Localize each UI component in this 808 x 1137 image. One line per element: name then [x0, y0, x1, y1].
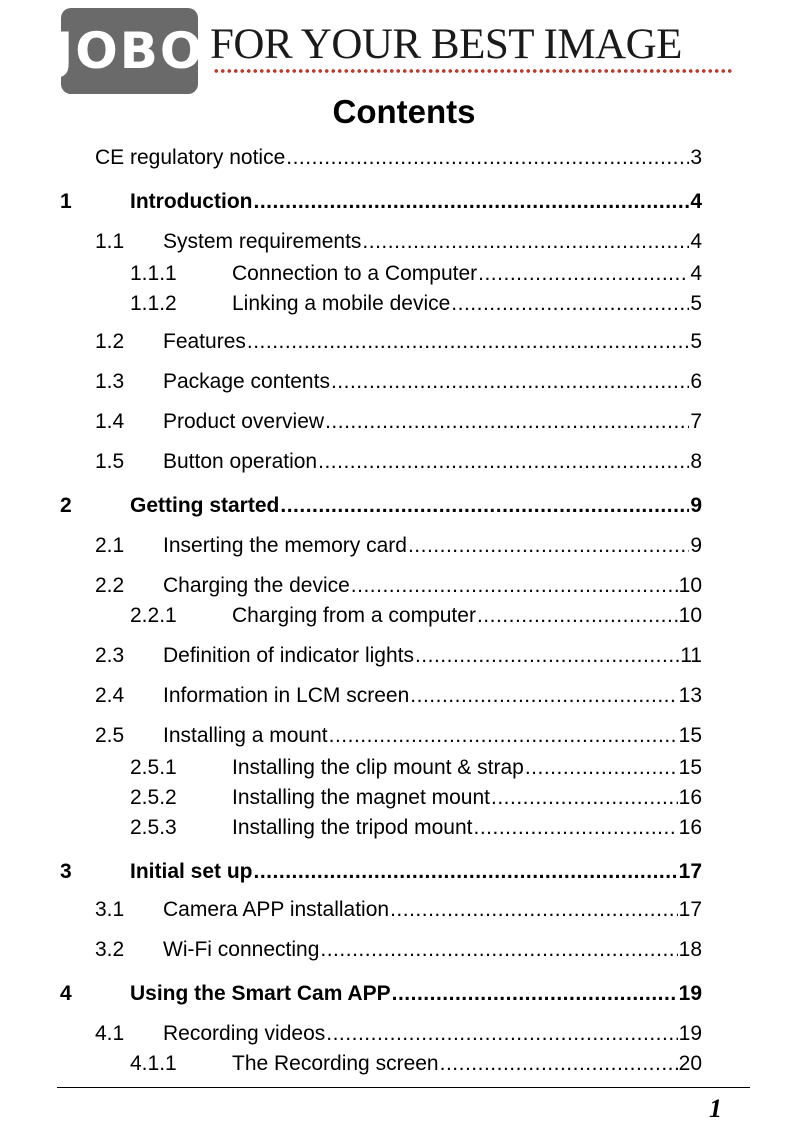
toc-entry-number: 1.4: [95, 410, 125, 433]
toc-entry-label: The Recording screen: [232, 1052, 439, 1075]
toc-entry-number: 1: [60, 190, 72, 213]
toc-entry[interactable]: [130, 262, 702, 286]
toc-entry-label: Inserting the memory card: [163, 534, 407, 557]
toc-dot-leader: [329, 724, 678, 748]
toc-entry-page: 8: [690, 450, 702, 473]
toc-entry[interactable]: [95, 410, 702, 434]
toc-entry-page: 17: [678, 898, 702, 921]
toc-entry-label: Installing a mount: [163, 724, 328, 747]
toc-entry-label: Installing the magnet mount: [232, 786, 490, 809]
toc-entry-label: Product overview: [163, 410, 325, 433]
toc-entry[interactable]: [60, 190, 702, 214]
toc-entry-number: 2.4: [95, 684, 125, 707]
toc-entry-page: 4: [690, 262, 702, 285]
toc-entry-number: 2.3: [95, 644, 125, 667]
toc-entry-label: Installing the clip mount & strap: [232, 756, 524, 779]
toc-entry-label: Recording videos: [163, 1022, 326, 1045]
toc-entry[interactable]: [130, 1052, 702, 1076]
toc-entry-page: 16: [678, 786, 702, 809]
toc-entry-number: 4.1: [95, 1022, 125, 1045]
logo-text: JOBO: [54, 22, 205, 80]
toc-entry-page: 18: [678, 938, 702, 961]
toc-dot-leader: [362, 230, 689, 254]
toc-entry-number: 1.3: [95, 370, 125, 393]
toc-entry-page: 10: [678, 574, 702, 597]
toc-entry[interactable]: [95, 644, 702, 668]
toc-entry-label: System requirements: [163, 230, 362, 253]
toc-entry[interactable]: [130, 292, 702, 316]
toc-dot-leader: [254, 860, 678, 884]
toc-dot-leader: [478, 262, 689, 286]
toc-dot-leader: [280, 494, 689, 518]
toc-dot-leader: [247, 330, 689, 354]
toc-entry-label: Package contents: [163, 370, 330, 393]
toc-entry[interactable]: [95, 938, 702, 962]
toc-entry-label: Connection to a Computer: [232, 262, 478, 285]
toc-entry[interactable]: [95, 1022, 702, 1046]
toc-dot-leader: [326, 1022, 677, 1046]
toc-entry-number: 2.5: [95, 724, 125, 747]
toc-dot-leader: [410, 684, 677, 708]
toc-entry-page: 3: [690, 146, 702, 169]
toc-dot-leader: [253, 190, 689, 214]
toc-dot-leader: [408, 534, 689, 558]
toc-entry-number: 2.5.2: [130, 786, 177, 809]
toc-entry[interactable]: [95, 146, 702, 170]
toc-entry[interactable]: [60, 982, 702, 1006]
toc-entry[interactable]: [95, 230, 702, 254]
toc-entry-number: 1.1.2: [130, 292, 177, 315]
toc-dot-leader: [390, 898, 678, 922]
toc-entry-page: 9: [690, 494, 702, 517]
toc-entry[interactable]: [95, 574, 702, 598]
toc-entry-page: 4: [690, 230, 702, 253]
toc-entry-page: 15: [678, 724, 702, 747]
toc-entry-number: 1.5: [95, 450, 125, 473]
toc-entry-page: 17: [678, 860, 702, 883]
footer-rule: [57, 1087, 750, 1088]
toc-dot-leader: [451, 292, 689, 316]
toc-entry[interactable]: [130, 786, 702, 810]
toc-dot-leader: [440, 1052, 678, 1076]
toc-dot-leader: [477, 604, 678, 628]
toc-entry[interactable]: [95, 684, 702, 708]
toc-entry-label: Initial set up: [130, 860, 253, 883]
toc-entry-label: Getting started: [130, 494, 280, 517]
dotted-divider: [213, 68, 733, 74]
toc-dot-leader: [286, 146, 689, 170]
toc-entry-label: CE regulatory notice: [95, 146, 286, 169]
toc-dot-leader: [318, 450, 689, 474]
toc-dot-leader: [325, 410, 689, 434]
toc-entry[interactable]: [95, 898, 702, 922]
toc-entry-label: Camera APP installation: [163, 898, 390, 921]
toc-entry-label: Features: [163, 330, 246, 353]
toc-dot-leader: [473, 816, 677, 840]
toc-entry-number: 2.2: [95, 574, 125, 597]
toc-entry[interactable]: [130, 604, 702, 628]
toc-entry-number: 2: [60, 494, 72, 517]
toc-entry-page: 20: [678, 1052, 702, 1075]
toc-entry[interactable]: [95, 724, 702, 748]
toc-dot-leader: [392, 982, 678, 1006]
toc-dot-leader: [351, 574, 678, 598]
toc-entry-page: 15: [678, 756, 702, 779]
toc-entry-number: 1.2: [95, 330, 125, 353]
toc-entry-label: Charging from a computer: [232, 604, 476, 627]
toc-entry[interactable]: [95, 370, 702, 394]
toc-entry[interactable]: [95, 450, 702, 474]
toc-dot-leader: [491, 786, 678, 810]
toc-entry-label: Charging the device: [163, 574, 350, 597]
toc-entry-page: 13: [678, 684, 702, 707]
toc-entry-number: 3: [60, 860, 72, 883]
toc-entry-page: 19: [678, 1022, 702, 1045]
toc-entry-label: Button operation: [163, 450, 318, 473]
toc-entry-number: 1.1: [95, 230, 125, 253]
toc-entry-page: 10: [678, 604, 702, 627]
toc-entry[interactable]: [130, 756, 702, 780]
toc-entry[interactable]: [95, 330, 702, 354]
toc-dot-leader: [415, 644, 679, 668]
toc-entry-number: 4.1.1: [130, 1052, 177, 1075]
toc-entry-number: 1.1.1: [130, 262, 177, 285]
toc-entry-number: 2.5.3: [130, 816, 177, 839]
toc-entry-page: 9: [690, 534, 702, 557]
toc-entry-label: Information in LCM screen: [163, 684, 410, 707]
toc-entry-label: Introduction: [130, 190, 253, 213]
toc-dot-leader: [320, 938, 677, 962]
toc-entry[interactable]: [60, 860, 702, 884]
tagline: FOR YOUR BEST IMAGE: [210, 21, 682, 68]
toc-entry[interactable]: [60, 494, 702, 518]
toc-entry-page: 16: [678, 816, 702, 839]
toc-entry-page: 7: [690, 410, 702, 433]
toc-entry[interactable]: [130, 816, 702, 840]
toc-entry-number: 2.1: [95, 534, 125, 557]
page-title: Contents: [332, 93, 476, 130]
toc-entry-page: 5: [690, 330, 702, 353]
toc-entry-label: Definition of indicator lights: [163, 644, 414, 667]
toc-entry-number: 4: [60, 982, 72, 1005]
toc-entry[interactable]: [95, 534, 702, 558]
toc-entry-page: 5: [690, 292, 702, 315]
page-number: 1: [709, 1094, 722, 1123]
toc-entry-page: 11: [680, 644, 702, 667]
toc-entry-label: Installing the tripod mount: [232, 816, 473, 839]
toc-dot-leader: [331, 370, 689, 394]
toc-entry-label: Wi-Fi connecting: [163, 938, 320, 961]
toc-dot-leader: [525, 756, 678, 780]
toc-entry-number: 3.2: [95, 938, 125, 961]
toc-entry-label: Linking a mobile device: [232, 292, 451, 315]
toc-entry-label: Using the Smart Cam APP: [130, 982, 391, 1005]
jobo-logo: [54, 8, 205, 94]
toc-entry-page: 6: [690, 370, 702, 393]
toc-entry-page: 4: [690, 190, 702, 213]
toc-entry-number: 2.2.1: [130, 604, 177, 627]
toc-entry-number: 2.5.1: [130, 756, 177, 779]
toc-entry-page: 19: [678, 982, 702, 1005]
toc-entry-number: 3.1: [95, 898, 125, 921]
